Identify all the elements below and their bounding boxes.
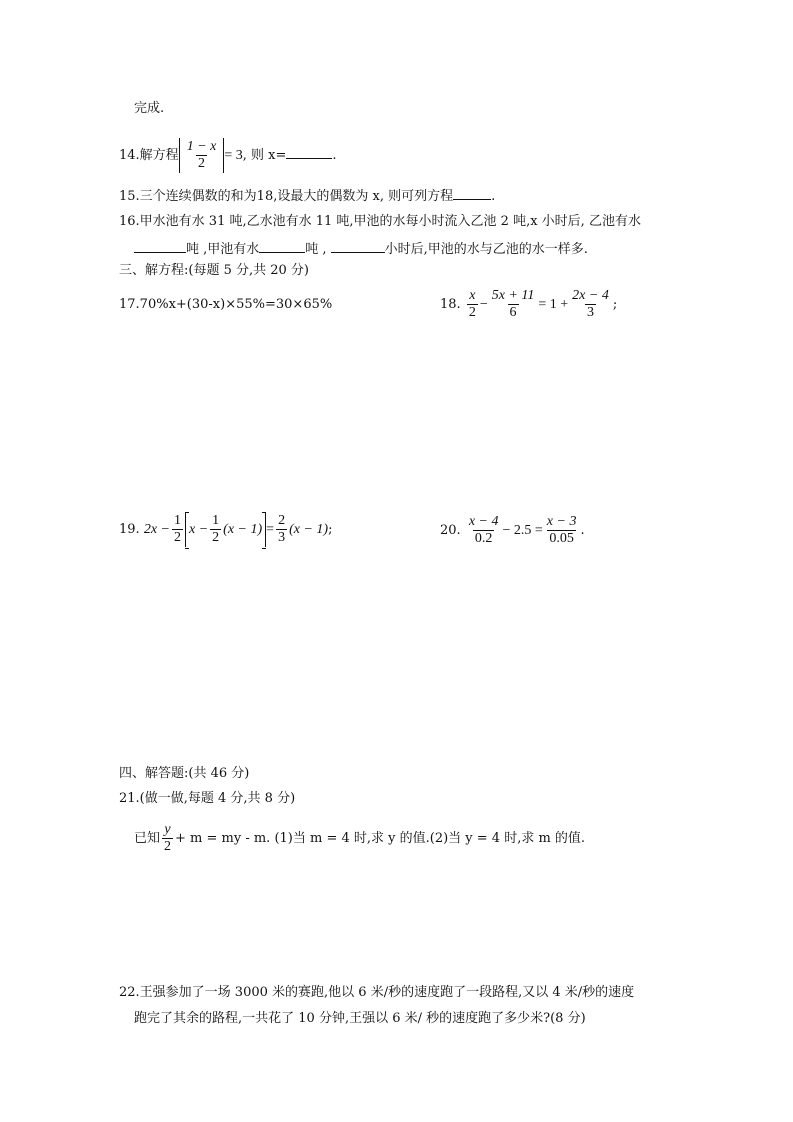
q19-frac3-num: 2	[278, 513, 286, 528]
q19-bracket	[185, 512, 266, 547]
q14-absolute-value	[179, 138, 225, 173]
q21-text: + m = my - m. (1)当 m = 4 时,求 y 的值.(2)当 y = 4 时,求 m 的值.	[175, 831, 586, 846]
q15-end: .	[491, 189, 496, 204]
q14-numerator: 1 − x	[186, 139, 217, 154]
q20-frac1-num: x − 4	[468, 514, 499, 529]
q20-end: .	[580, 523, 585, 538]
q19-frac2-den: 2	[212, 530, 220, 545]
q18-label: 18.	[440, 297, 461, 312]
q14-end: .	[332, 148, 337, 163]
q14-denominator: 2	[198, 156, 206, 171]
q19-inner1: x −	[189, 522, 209, 537]
q18-frac1-num: x	[469, 288, 476, 303]
question-22: 22.王强参加了一场 3000 米的赛跑,他以 6 米/秒的速度跑了一段路程,又以 4 米/秒的速度	[119, 985, 635, 1000]
q18-frac1-den: 2	[468, 305, 476, 320]
question-14	[119, 138, 337, 173]
q16-blank-3[interactable]	[331, 240, 385, 253]
q14-label: 14.解方程	[119, 148, 179, 163]
section-3-heading: 三、解方程:(每题 5 分,共 20 分)	[119, 263, 309, 278]
q15-answer-blank[interactable]	[453, 187, 491, 200]
q19-rhs: (x − 1)	[289, 522, 329, 537]
q16-text-3: 小时后,甲池的水与乙池的水一样多.	[384, 242, 588, 257]
q19-term1: 2x −	[143, 522, 170, 537]
q20-frac1-den: 0.2	[474, 531, 493, 546]
q16-text-2: 吨 ,	[305, 242, 327, 257]
q14-suffix: , 则 x=	[242, 148, 287, 163]
q16-blank-1[interactable]	[134, 240, 186, 253]
q19-end: ;	[328, 522, 333, 537]
question-15	[119, 187, 495, 206]
q20-mid: − 2.5 =	[502, 523, 543, 538]
q18-frac3-num: 2x − 4	[572, 288, 609, 303]
q15-text: 15.三个连续偶数的和为18,设最大的偶数为 x, 则可列方程	[119, 189, 454, 204]
question-18	[440, 288, 617, 321]
q16-text-1: 吨 ,甲池有水	[186, 242, 260, 257]
q18-op: −	[479, 297, 488, 312]
question-22-continued: 跑完了其余的路程,一共花了 10 分钟,王强以 6 米/ 秒的速度跑了多少米?(8 分)	[134, 1011, 586, 1026]
q20-frac2-num: x − 3	[546, 514, 577, 529]
q19-eq: =	[266, 522, 275, 537]
q19-inner2: (x − 1)	[223, 522, 263, 537]
q21-frac-den: 2	[164, 839, 172, 854]
question-21-heading: 21.(做一做,每题 4 分,共 8 分)	[119, 791, 296, 806]
question-20	[440, 514, 585, 547]
q14-rhs: = 3	[224, 148, 243, 163]
question-21-body	[134, 822, 585, 855]
question-16-continued	[134, 240, 588, 259]
q18-frac3-den: 3	[586, 305, 594, 320]
q19-frac1-den: 2	[174, 530, 181, 545]
q19-frac3-den: 3	[278, 530, 286, 545]
question-17: 17.70%x+(30-x)×55%=30×65%	[119, 297, 333, 312]
question-19	[119, 512, 332, 547]
q20-label: 20.	[440, 523, 461, 538]
q20-frac2-den: 0.05	[549, 531, 574, 546]
q18-frac2-den: 6	[509, 305, 517, 320]
q21-prefix: 已知	[134, 831, 161, 846]
q14-answer-blank[interactable]	[286, 146, 332, 159]
section-4-heading: 四、解答题:(共 46 分)	[119, 766, 250, 781]
question-16: 16.甲水池有水 31 吨,乙水池有水 11 吨,甲池的水每小时流入乙池 2 吨,x 小时后, 乙池有水	[119, 214, 641, 229]
q19-label: 19.	[119, 522, 140, 537]
text-line: 完成.	[134, 101, 165, 116]
q16-blank-2[interactable]	[259, 240, 305, 253]
q21-frac-num: y	[164, 822, 171, 837]
q19-frac2-num: 1	[212, 513, 220, 528]
q18-frac2-num: 5x + 11	[491, 288, 535, 303]
q18-end: ;	[612, 297, 618, 312]
q19-frac1-num: 1	[174, 513, 181, 528]
q18-eq: = 1 +	[538, 297, 569, 312]
